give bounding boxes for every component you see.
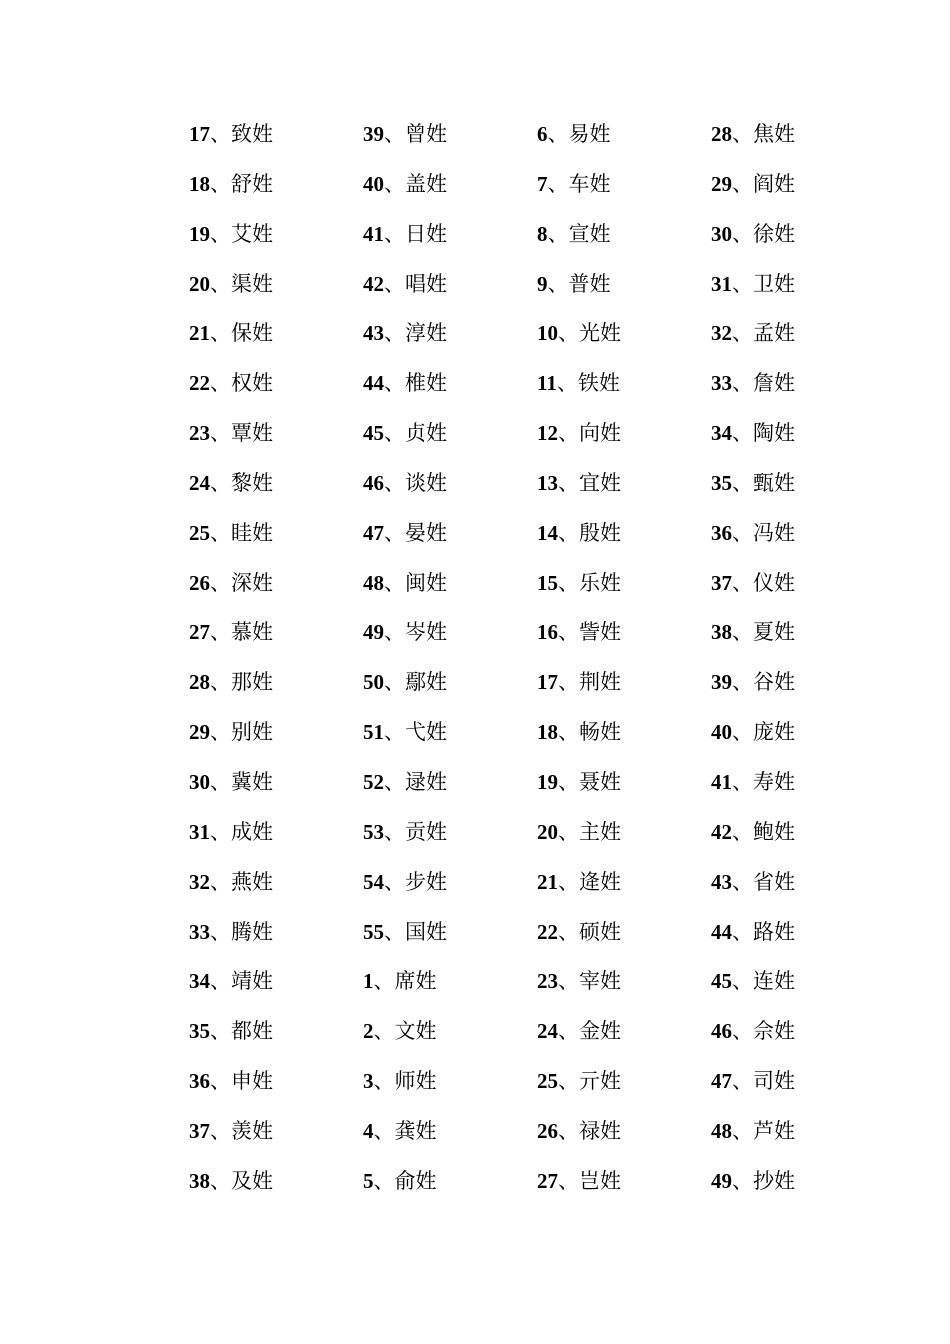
list-item-surname: 、国姓: [384, 919, 447, 944]
list-item: [537, 359, 707, 409]
list-item-number: 5: [363, 1168, 374, 1193]
list-item-number: 10: [537, 321, 558, 346]
list-item-surname: 、訾姓: [558, 620, 621, 645]
list-item-number: 40: [711, 720, 732, 745]
list-item-surname: 、别姓: [210, 720, 273, 745]
list-item-number: 20: [537, 819, 558, 844]
list-item-surname: 、铁姓: [556, 371, 620, 396]
list-item-surname: 、闽姓: [384, 570, 447, 595]
list-item-surname: 、步姓: [384, 869, 447, 894]
list-item-surname: 、冀姓: [210, 769, 273, 794]
list-item: [363, 1107, 533, 1157]
list-item-number: 16: [537, 620, 558, 645]
list-item: [189, 708, 359, 758]
list-item: [363, 957, 533, 1007]
list-item: [363, 858, 533, 908]
list-item-number: 55: [363, 919, 384, 944]
list-item: [189, 409, 359, 459]
list-item: [711, 260, 881, 310]
list-item-surname: 、龚姓: [373, 1118, 437, 1143]
list-item-surname: 、芦姓: [732, 1118, 795, 1143]
list-item-surname: 、腾姓: [210, 919, 273, 944]
list-item-number: 48: [711, 1118, 732, 1143]
list-item: [189, 1157, 359, 1207]
list-item-number: 22: [189, 371, 210, 396]
list-item-number: 38: [711, 620, 732, 645]
list-item: [537, 110, 707, 160]
list-item-surname: 、詹姓: [732, 371, 795, 396]
list-item-number: 8: [537, 221, 548, 246]
list-item-surname: 、师姓: [373, 1069, 437, 1094]
list-item-surname: 、及姓: [210, 1168, 273, 1193]
list-item-number: 43: [363, 321, 384, 346]
list-item-number: 3: [363, 1069, 374, 1094]
list-item-number: 33: [711, 371, 732, 396]
list-item-surname: 、冯姓: [732, 520, 795, 545]
list-item-number: 30: [189, 769, 210, 794]
list-item-surname: 、鲍姓: [732, 819, 795, 844]
list-item-number: 27: [537, 1168, 558, 1193]
list-item-surname: 、司姓: [732, 1069, 795, 1094]
list-item-surname: 、谈姓: [384, 470, 447, 495]
list-item-surname: 、甄姓: [732, 470, 795, 495]
list-item-surname: 、宣姓: [547, 221, 611, 246]
list-item: [537, 160, 707, 210]
list-item: [363, 260, 533, 310]
surname-column-4: [711, 110, 881, 1207]
list-item-surname: 、卫姓: [732, 271, 795, 296]
list-item-surname: 、路姓: [732, 919, 795, 944]
list-item-surname: 、聂姓: [558, 769, 621, 794]
list-item-surname: 、禄姓: [558, 1118, 621, 1143]
list-item: [711, 608, 881, 658]
list-item: [363, 908, 533, 958]
list-item-number: 36: [711, 520, 732, 545]
list-item: [189, 160, 359, 210]
list-item: [711, 210, 881, 260]
list-item-number: 26: [189, 570, 210, 595]
list-item-surname: 、主姓: [558, 819, 621, 844]
list-item-number: 47: [363, 520, 384, 545]
list-item-surname: 、燕姓: [210, 869, 273, 894]
list-item-number: 34: [189, 969, 210, 994]
list-item-number: 4: [363, 1118, 374, 1143]
list-item: [537, 808, 707, 858]
list-item-number: 32: [189, 869, 210, 894]
list-item-surname: 、都姓: [210, 1019, 273, 1044]
list-item-number: 31: [189, 819, 210, 844]
list-item-surname: 、盖姓: [384, 171, 447, 196]
list-item-number: 49: [711, 1168, 732, 1193]
list-item: [537, 559, 707, 609]
list-item-number: 1: [363, 969, 374, 994]
list-item-number: 17: [537, 670, 558, 695]
list-item-surname: 、靖姓: [210, 969, 273, 994]
list-item-surname: 、羡姓: [210, 1118, 273, 1143]
list-item-number: 2: [363, 1019, 374, 1044]
list-item: [537, 509, 707, 559]
list-item-surname: 、乐姓: [558, 570, 621, 595]
list-item: [363, 309, 533, 359]
list-item-surname: 、席姓: [373, 969, 437, 994]
list-item: [537, 758, 707, 808]
list-item: [711, 110, 881, 160]
list-item-surname: 、贞姓: [384, 421, 447, 446]
list-item: [363, 1007, 533, 1057]
list-item-number: 42: [363, 271, 384, 296]
list-item: [189, 210, 359, 260]
list-item: [711, 708, 881, 758]
list-item-surname: 、保姓: [210, 321, 273, 346]
list-item: [189, 908, 359, 958]
list-item: [363, 110, 533, 160]
list-item-number: 27: [189, 620, 210, 645]
list-item: [711, 559, 881, 609]
list-item-surname: 、黎姓: [210, 470, 273, 495]
list-item-number: 39: [711, 670, 732, 695]
list-item: [537, 309, 707, 359]
list-item-number: 25: [537, 1069, 558, 1094]
list-item-number: 37: [189, 1118, 210, 1143]
list-item-surname: 、鄢姓: [384, 670, 447, 695]
list-item-number: 44: [363, 371, 384, 396]
list-item: [363, 1057, 533, 1107]
list-item-number: 38: [189, 1168, 210, 1193]
list-item-surname: 、孟姓: [732, 321, 795, 346]
surname-column-3: [537, 110, 707, 1207]
list-item-number: 18: [189, 171, 210, 196]
list-item: [189, 509, 359, 559]
list-item-number: 33: [189, 919, 210, 944]
list-item: [711, 409, 881, 459]
list-item-surname: 、寿姓: [732, 769, 795, 794]
list-item-surname: 、抄姓: [732, 1168, 795, 1193]
list-item: [363, 708, 533, 758]
list-item: [189, 608, 359, 658]
list-item: [537, 260, 707, 310]
list-item-number: 23: [189, 421, 210, 446]
list-item-number: 35: [711, 470, 732, 495]
list-item-surname: 、陶姓: [732, 421, 795, 446]
list-item-surname: 、晏姓: [384, 520, 447, 545]
list-item-number: 36: [189, 1069, 210, 1094]
list-item-surname: 、申姓: [210, 1069, 273, 1094]
list-item: [363, 608, 533, 658]
list-item: [189, 110, 359, 160]
list-item: [711, 808, 881, 858]
list-item-number: 37: [711, 570, 732, 595]
list-item: [711, 1007, 881, 1057]
surname-column-1: [189, 110, 359, 1207]
list-item-number: 50: [363, 670, 384, 695]
list-item: [363, 1157, 533, 1207]
list-item-number: 21: [537, 869, 558, 894]
list-item-number: 21: [189, 321, 210, 346]
list-item-surname: 、佘姓: [732, 1019, 795, 1044]
list-item-surname: 、向姓: [558, 421, 621, 446]
list-item-surname: 、淳姓: [384, 321, 447, 346]
list-item-surname: 、宰姓: [558, 969, 621, 994]
list-item: [711, 658, 881, 708]
list-item-surname: 、仪姓: [732, 570, 795, 595]
list-item-surname: 、深姓: [210, 570, 273, 595]
list-item-number: 9: [537, 271, 548, 296]
list-item-surname: 、舒姓: [210, 171, 273, 196]
list-item: [537, 1157, 707, 1207]
list-item-number: 39: [363, 122, 384, 146]
list-item: [537, 908, 707, 958]
list-item-number: 46: [363, 470, 384, 495]
list-item-surname: 、阎姓: [732, 171, 795, 196]
list-item-surname: 、覃姓: [210, 421, 273, 446]
list-item: [189, 808, 359, 858]
list-item-surname: 、庞姓: [732, 720, 795, 745]
list-item-surname: 、殷姓: [558, 520, 621, 545]
list-item-number: 11: [537, 371, 557, 396]
list-item-surname: 、弋姓: [384, 720, 447, 745]
list-item-surname: 、日姓: [384, 221, 447, 246]
list-item-surname: 、岂姓: [558, 1168, 621, 1193]
list-item: [711, 509, 881, 559]
list-item: [537, 1007, 707, 1057]
list-item: [537, 608, 707, 658]
list-item-number: 31: [711, 271, 732, 296]
list-item-surname: 、焦姓: [732, 122, 795, 146]
list-item-number: 42: [711, 819, 732, 844]
list-item: [363, 359, 533, 409]
list-item-surname: 、椎姓: [384, 371, 447, 396]
list-item: [537, 708, 707, 758]
list-item: [537, 1057, 707, 1107]
list-item-number: 45: [363, 421, 384, 446]
list-item-number: 32: [711, 321, 732, 346]
list-item-number: 12: [537, 421, 558, 446]
list-item: [189, 957, 359, 1007]
list-item-number: 28: [189, 670, 210, 695]
list-item-number: 20: [189, 271, 210, 296]
list-item: [537, 409, 707, 459]
list-item-surname: 、谷姓: [732, 670, 795, 695]
list-item-surname: 、成姓: [210, 819, 273, 844]
list-item: [363, 409, 533, 459]
list-item-surname: 、光姓: [558, 321, 621, 346]
list-item: [363, 658, 533, 708]
list-item: [711, 309, 881, 359]
list-item-surname: 、亓姓: [558, 1069, 621, 1094]
list-item-number: 53: [363, 819, 384, 844]
list-item-number: 19: [189, 221, 210, 246]
list-item-surname: 、畅姓: [558, 720, 621, 745]
list-item-surname: 、省姓: [732, 869, 795, 894]
surname-column-2: [363, 110, 533, 1207]
list-item: [363, 509, 533, 559]
list-item-number: 22: [537, 919, 558, 944]
list-item: [363, 160, 533, 210]
list-item-surname: 、岑姓: [384, 620, 447, 645]
list-item-surname: 、渠姓: [210, 271, 273, 296]
list-item-surname: 、文姓: [373, 1019, 437, 1044]
list-item-surname: 、徐姓: [732, 221, 795, 246]
list-item-surname: 、艾姓: [210, 221, 273, 246]
list-item-surname: 、易姓: [547, 122, 611, 146]
list-item-number: 18: [537, 720, 558, 745]
list-item-number: 35: [189, 1019, 210, 1044]
list-item-surname: 、荆姓: [558, 670, 621, 695]
list-item: [711, 160, 881, 210]
list-item-surname: 、连姓: [732, 969, 795, 994]
list-item-surname: 、金姓: [558, 1019, 621, 1044]
list-item-number: 47: [711, 1069, 732, 1094]
list-item-number: 6: [537, 122, 548, 146]
list-item-surname: 、慕姓: [210, 620, 273, 645]
list-item: [711, 1157, 881, 1207]
list-item-number: 29: [711, 171, 732, 196]
list-item: [537, 957, 707, 1007]
list-item: [189, 1057, 359, 1107]
list-item-number: 14: [537, 520, 558, 545]
list-item-number: 41: [711, 769, 732, 794]
list-item: [711, 858, 881, 908]
list-item: [189, 858, 359, 908]
list-item-number: 34: [711, 421, 732, 446]
list-item: [189, 1107, 359, 1157]
list-item-number: 40: [363, 171, 384, 196]
list-item-surname: 、硕姓: [558, 919, 621, 944]
list-item-surname: 、夏姓: [732, 620, 795, 645]
list-item-number: 24: [189, 470, 210, 495]
list-item-surname: 、普姓: [547, 271, 611, 296]
list-item: [363, 758, 533, 808]
list-item-surname: 、眭姓: [210, 520, 273, 545]
list-item: [711, 459, 881, 509]
list-item: [711, 758, 881, 808]
list-item: [711, 957, 881, 1007]
list-item-number: 54: [363, 869, 384, 894]
list-item-surname: 、宜姓: [558, 470, 621, 495]
list-item-surname: 、逯姓: [384, 769, 447, 794]
list-item-number: 51: [363, 720, 384, 745]
list-item-number: 45: [711, 969, 732, 994]
list-item-surname: 、逄姓: [558, 869, 621, 894]
list-item: [363, 210, 533, 260]
list-item-number: 29: [189, 720, 210, 745]
list-item-number: 25: [189, 520, 210, 545]
list-item: [189, 459, 359, 509]
list-item: [537, 210, 707, 260]
list-item: [363, 459, 533, 509]
list-item-number: 28: [711, 122, 732, 146]
list-item-surname: 、权姓: [210, 371, 273, 396]
list-item: [537, 1107, 707, 1157]
list-item: [537, 459, 707, 509]
list-item-number: 17: [189, 122, 210, 146]
list-item: [711, 908, 881, 958]
list-item: [189, 559, 359, 609]
list-item-number: 49: [363, 620, 384, 645]
list-item-surname: 、曾姓: [384, 122, 447, 146]
list-item: [189, 1007, 359, 1057]
list-item: [363, 559, 533, 609]
list-item-surname: 、那姓: [210, 670, 273, 695]
list-item-number: 46: [711, 1019, 732, 1044]
list-item: [537, 858, 707, 908]
list-item-surname: 、俞姓: [373, 1168, 437, 1193]
list-item-surname: 、贡姓: [384, 819, 447, 844]
list-item-surname: 、致姓: [210, 122, 273, 146]
list-item-number: 48: [363, 570, 384, 595]
list-item: [189, 359, 359, 409]
list-item: [711, 359, 881, 409]
list-item-number: 30: [711, 221, 732, 246]
list-item-number: 52: [363, 769, 384, 794]
list-item-number: 23: [537, 969, 558, 994]
list-item-number: 24: [537, 1019, 558, 1044]
list-item-surname: 、唱姓: [384, 271, 447, 296]
list-item-number: 41: [363, 221, 384, 246]
list-item: [537, 658, 707, 708]
list-item: [711, 1057, 881, 1107]
list-item-surname: 、车姓: [547, 171, 611, 196]
list-item-number: 43: [711, 869, 732, 894]
list-item: [189, 309, 359, 359]
list-item: [711, 1107, 881, 1157]
list-item-number: 44: [711, 919, 732, 944]
list-item: [189, 658, 359, 708]
list-item-number: 13: [537, 470, 558, 495]
list-item: [189, 260, 359, 310]
list-item: [189, 758, 359, 808]
list-item-number: 7: [537, 171, 548, 196]
list-item-number: 19: [537, 769, 558, 794]
list-item-number: 26: [537, 1118, 558, 1143]
list-item: [363, 808, 533, 858]
list-item-number: 15: [537, 570, 558, 595]
